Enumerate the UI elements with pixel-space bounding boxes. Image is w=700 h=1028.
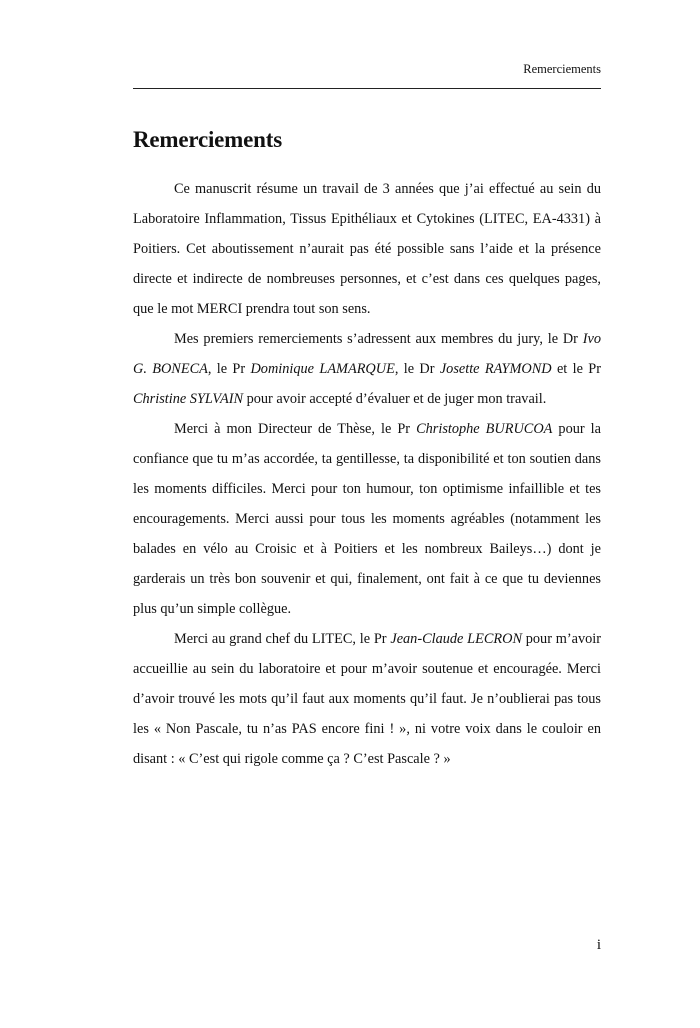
running-header: Remerciements xyxy=(523,62,601,76)
text-run: Mes premiers remerciements s’adressent aux membres du jury, le Dr xyxy=(174,331,583,347)
header-rule xyxy=(133,88,601,89)
person-name: Ivo G. BONECA xyxy=(133,331,601,377)
text-run: , le Dr xyxy=(394,361,440,377)
paragraph xyxy=(133,414,601,624)
text-run: pour m’avoir accueillie au sein du laboratoire et pour m’avoir soutenue et encouragée. Merci d’avoir trouvé les mots qu’il faut aux moments qu’il faut. Je n’oublierai pas tous les « Non Pascale, tu n’as PAS encore fini ! », ni votre voix dans le couloir en disant : « C’est qui rigole comme ça ? C’est Pascale ? » xyxy=(133,631,601,767)
text-run: et le Pr xyxy=(551,361,601,377)
paragraph xyxy=(133,174,601,324)
paragraph xyxy=(133,624,601,774)
text-run: , le Pr xyxy=(207,361,251,377)
page-title: Remerciements xyxy=(133,127,282,152)
text-run: Ce manuscrit résume un travail de 3 années que j’ai effectué au sein du Laboratoire Inflammation, Tissus Epithéliaux et Cytokines (LITEC, EA-4331) à Poitiers. Cet aboutissement n’aurait pas été possible sans l’aide et la présence directe et indirecte de nombreuses personnes, et c’est dans ces quelques pages, que le mot MERCI prendra tout son sens. xyxy=(133,181,601,317)
text-run: pour la confiance que tu m’as accordée, ta gentillesse, ta disponibilité et ton soutien dans les moments difficiles. Merci pour ton humour, ton optimisme infaillible et tes encouragements. Merci aussi pour tous les moments agréables (notamment les balades en vélo au Croisic et à Poitiers et les nombreux Baileys…) dont je garderais un très bon souvenir et qui, finalement, ont fait à ce que tu deviennes plus qu’un simple collègue. xyxy=(133,421,601,617)
page-number: i xyxy=(596,937,601,953)
person-name: Josette RAYMOND xyxy=(439,361,552,377)
paragraph xyxy=(133,324,601,414)
person-name: Jean-Claude LECRON xyxy=(390,631,522,647)
person-name: Christophe BURUCOA xyxy=(416,421,553,437)
person-name: Christine SYLVAIN xyxy=(133,391,244,407)
text-run: Merci au grand chef du LITEC, le Pr xyxy=(174,631,391,647)
body-text xyxy=(133,174,601,774)
text-run: pour avoir accepté d’évaluer et de juger mon travail. xyxy=(243,391,547,407)
text-run: Merci à mon Directeur de Thèse, le Pr xyxy=(174,421,417,437)
person-name: Dominique LAMARQUE xyxy=(250,361,395,377)
